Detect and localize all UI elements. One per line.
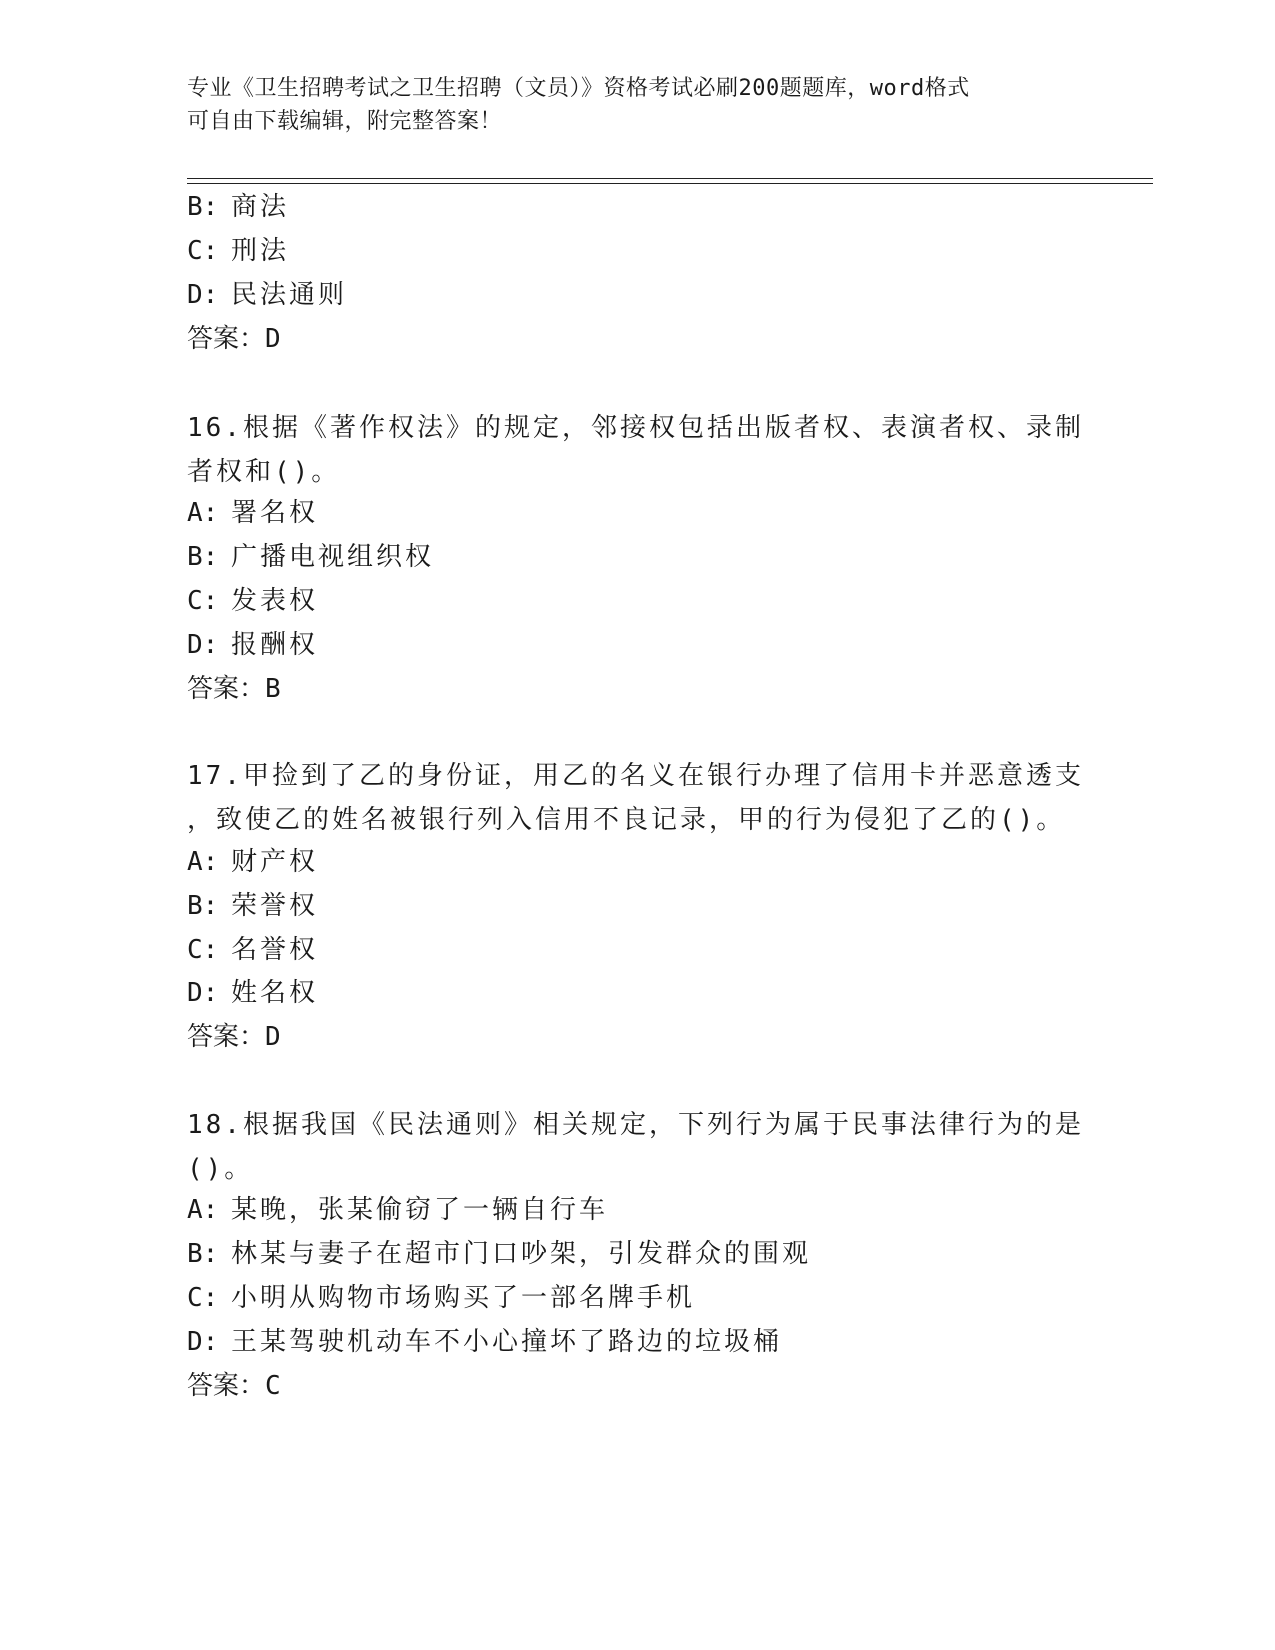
option-text: 商法 (231, 192, 290, 222)
question-text (187, 754, 1087, 842)
option-line (187, 1233, 811, 1270)
option-text: 小明从购物市场购买了一部名牌手机 (231, 1283, 696, 1313)
option-letter: C: (187, 236, 219, 266)
answer-line (187, 1016, 281, 1053)
option-text: 广播电视组织权 (231, 542, 435, 572)
answer-line (187, 668, 281, 705)
option-letter: D: (187, 978, 219, 1008)
option-text: 刑法 (231, 236, 290, 266)
option-text: 财产权 (231, 847, 319, 877)
option-letter: A: (187, 498, 219, 528)
answer-label: 答案： (187, 1022, 266, 1052)
option-text: 署名权 (231, 498, 319, 528)
option-line (187, 972, 318, 1009)
answer-label: 答案： (187, 1371, 266, 1401)
answer-line (187, 1365, 281, 1402)
question-line-2: ()。 (187, 1154, 254, 1184)
option-line (187, 536, 434, 573)
option-line (187, 230, 289, 267)
question-line-2: 者权和()。 (187, 457, 341, 487)
answer-label: 答案： (187, 324, 266, 354)
answer-value: D (265, 1022, 281, 1052)
option-text: 发表权 (231, 586, 319, 616)
question-line-2: ，致使乙的姓名被银行列入信用不良记录，甲的行为侵犯了乙的()。 (187, 805, 1066, 835)
option-letter: B: (187, 891, 219, 921)
option-line (187, 1277, 695, 1314)
option-line (187, 580, 318, 617)
option-text: 姓名权 (231, 978, 319, 1008)
option-letter: C: (187, 1283, 219, 1313)
question-line-1: 18.根据我国《民法通则》相关规定，下列行为属于民事法律行为的是 (187, 1110, 1084, 1140)
option-text: 荣誉权 (231, 891, 319, 921)
option-letter: A: (187, 1195, 219, 1225)
option-letter: C: (187, 586, 219, 616)
option-text: 林某与妻子在超市门口吵架，引发群众的围观 (231, 1239, 812, 1269)
option-letter: D: (187, 280, 219, 310)
option-letter: B: (187, 192, 219, 222)
option-letter: C: (187, 935, 219, 965)
header-line-2: 可自由下载编辑，附完整答案！ (187, 109, 503, 134)
answer-value: C (265, 1371, 281, 1401)
option-line (187, 885, 318, 922)
option-line (187, 1321, 782, 1358)
option-text: 王某驾驶机动车不小心撞坏了路边的垃圾桶 (231, 1327, 783, 1357)
option-letter: D: (187, 1327, 219, 1357)
option-line (187, 929, 318, 966)
option-line (187, 841, 318, 878)
option-letter: D: (187, 630, 219, 660)
answer-value: B (265, 674, 281, 704)
answer-line (187, 318, 281, 355)
option-line (187, 186, 289, 223)
question-text (187, 406, 1087, 494)
answer-label: 答案： (187, 674, 266, 704)
header-divider-bottom (187, 183, 1153, 184)
option-letter: B: (187, 542, 219, 572)
option-line (187, 624, 318, 661)
option-text: 民法通则 (231, 280, 348, 310)
document-header (187, 72, 1067, 138)
answer-value: D (265, 324, 281, 354)
question-line-1: 17.甲捡到了乙的身份证，用乙的名义在银行办理了信用卡并恶意透支 (187, 761, 1084, 791)
option-letter: A: (187, 847, 219, 877)
question-text (187, 1103, 1087, 1191)
header-divider-top (187, 178, 1153, 179)
option-text: 报酬权 (231, 630, 319, 660)
option-text: 名誉权 (231, 935, 319, 965)
option-letter: B: (187, 1239, 219, 1269)
question-line-1: 16.根据《著作权法》的规定，邻接权包括出版者权、表演者权、录制 (187, 413, 1084, 443)
option-text: 某晚，张某偷窃了一辆自行车 (231, 1195, 609, 1225)
header-line-1: 专业《卫生招聘考试之卫生招聘（文员）》资格考试必刷200题题库，word格式 (187, 76, 970, 101)
option-line (187, 274, 347, 311)
option-line (187, 492, 318, 529)
option-line (187, 1189, 608, 1226)
